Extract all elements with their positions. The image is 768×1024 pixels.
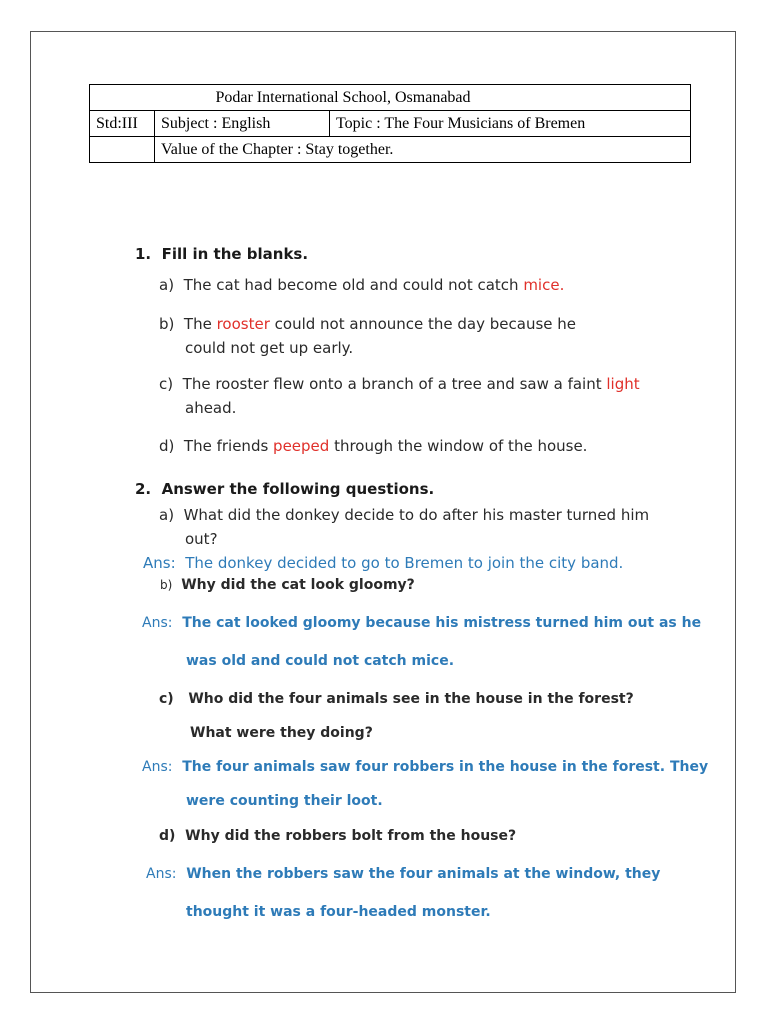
q2-answer-a [143,554,623,572]
ans-label: Ans: [143,554,176,572]
blank-answer: peeped [273,437,330,455]
empty-cell [90,137,155,163]
q1-item-c-line2: ahead. [185,399,237,417]
q1-item-b-line2: could not get up early. [185,339,354,357]
blank-answer: light [606,375,640,393]
answer-text: The donkey decided to go to Bremen to join the city band. [185,554,624,572]
q2-number: 2. [135,480,152,498]
ans-label: Ans: [146,866,177,882]
q2-title: Answer the following questions. [161,480,435,498]
q2-answer-d [146,866,660,882]
blank-answer: rooster [216,315,270,333]
item-label: a) [159,276,175,294]
q1-item-d [159,437,587,455]
answer-text: The four animals saw four robbers in the house in the forest. They [182,759,709,775]
blank-sentence-end: . [559,276,565,294]
q2-item-a [159,506,649,524]
q2-heading [135,480,434,498]
q2-answer-b-line2: was old and could not catch mice. [186,653,455,669]
question-text: Why did the cat look gloomy? [181,577,415,593]
q2-item-a-line2: out? [185,530,218,548]
school-name: Podar International School, Osmanabad [90,85,691,111]
item-label: d) [159,437,175,455]
topic-cell: Topic : The Four Musicians of Bremen [330,111,691,137]
q1-title: Fill in the blanks. [161,245,309,263]
q1-item-c [159,375,640,393]
q2-item-c [159,691,634,707]
header-row-school [90,85,691,111]
q2-item-b [160,577,415,593]
item-label: b) [159,315,175,333]
blank-sentence-end: through the window of the house. [329,437,588,455]
blank-sentence: The friends [183,437,274,455]
question-text: Why did the robbers bolt from the house? [185,828,517,844]
item-label: a) [159,506,175,524]
value-cell: Value of the Chapter : Stay together. [155,137,691,163]
question-text: Who did the four animals see in the house in the forest? [188,691,634,707]
header-table [89,84,691,163]
subject-cell: Subject : English [155,111,330,137]
blank-answer: mice [523,276,560,294]
q2-answer-d-line2: thought it was a four-headed monster. [186,904,491,920]
item-label: c) [159,375,174,393]
blank-sentence-end: could not announce the day because he [269,315,577,333]
q2-item-c-line2: What were they doing? [190,725,373,741]
answer-text: When the robbers saw the four animals at the window, they [186,866,661,882]
header-row-value [90,137,691,163]
q1-heading [135,245,308,263]
q1-number: 1. [135,245,152,263]
blank-sentence: The rooster flew onto a branch of a tree and saw a faint [182,375,607,393]
q2-answer-b [142,615,701,631]
item-label: b) [160,578,173,592]
item-label: c) [159,691,174,707]
blank-sentence: The cat had become old and could not catch [183,276,524,294]
q1-item-b [159,315,576,333]
item-label: d) [159,828,176,844]
blank-sentence: The [183,315,217,333]
ans-label: Ans: [142,759,173,775]
std-cell: Std:III [90,111,155,137]
ans-label: Ans: [142,615,173,631]
q2-answer-c-line2: were counting their loot. [186,793,383,809]
answer-text: The cat looked gloomy because his mistress turned him out as he [182,615,702,631]
header-row-info [90,111,691,137]
q2-answer-c [142,759,708,775]
question-text: What did the donkey decide to do after his master turned him [183,506,650,524]
q1-item-a [159,276,564,294]
q2-item-d [159,828,516,844]
